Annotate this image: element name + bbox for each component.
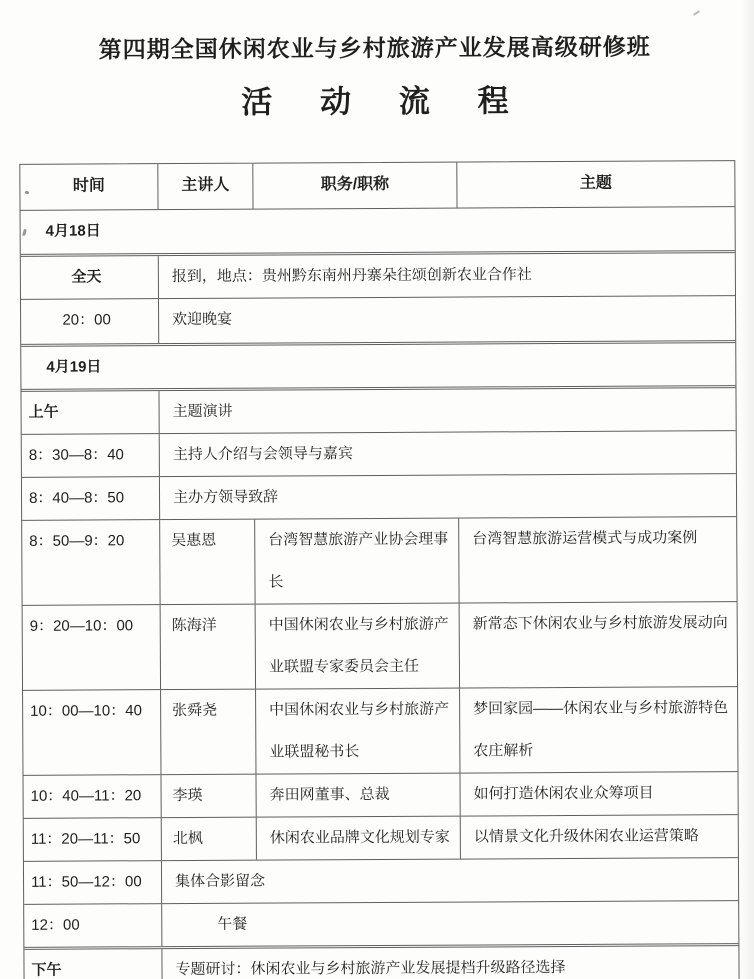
time-cell: 8：50—9：20 [29, 532, 125, 550]
table-header-row [20, 161, 734, 210]
page-title: 第四期全国休闲农业与乡村旅游产业发展高级研修班 [98, 33, 651, 63]
position-cell: 休闲农业品牌文化规划专家 [256, 817, 460, 860]
schedule-row [21, 295, 735, 344]
position-cell: 中国休闲农业与乡村旅游产业联盟专家委员会主任 [255, 604, 459, 689]
header-position: 职务/职称 [252, 163, 456, 209]
schedule-row [23, 771, 737, 818]
position-cell: 中国休闲农业与乡村旅游产业联盟秘书长 [255, 689, 459, 774]
topic-cell: 台湾智慧旅游运营模式与成功案例 [458, 517, 736, 602]
date-label: 4月19日 [46, 358, 102, 376]
time-cell: 10：40—11：20 [30, 787, 142, 805]
scan-edge-shadow [740, 0, 754, 979]
time-cell: 12：00 [31, 916, 80, 934]
time-cell: 下午 [31, 961, 62, 979]
activity-cell: 欢迎晚宴 [158, 296, 735, 343]
activity-cell: 集体合影留念 [161, 858, 738, 903]
time-cell: 8：40—8：50 [28, 489, 125, 507]
table-body [21, 206, 739, 979]
schedule-row [21, 385, 735, 434]
activity-cell: 专题研讨：休闲农业与乡村旅游产业发展提档升级路径选择 [161, 946, 738, 979]
time-cell: 11：20—11：50 [30, 830, 141, 848]
position-cell: 台湾智慧旅游产业协会理事长 [254, 519, 458, 604]
topic-cell: 新常态下休闲农业与乡村旅游发展动向 [459, 602, 737, 687]
time-cell: 20：00 [62, 311, 111, 329]
activity-cell: 主办方领导致辞 [159, 474, 736, 519]
schedule-row [22, 516, 736, 605]
topic-cell: 如何打造休闲农业众筹项目 [459, 772, 737, 815]
speaker-cell: 李瑛 [160, 775, 255, 817]
schedule-row [23, 601, 737, 690]
schedule-table [19, 160, 739, 979]
time-cell: 8：30—8：40 [28, 446, 124, 464]
page-subtitle: 活 动 流 程 [241, 83, 529, 120]
schedule-row [24, 943, 738, 979]
schedule-row [21, 250, 735, 299]
header-topic: 主题 [456, 161, 734, 207]
date-section-row [21, 206, 735, 254]
time-cell: 10：00—10：40 [30, 702, 142, 720]
topic-cell: 梦回家园——休闲农业与乡村旅游特色农庄解析 [459, 687, 737, 772]
speaker-cell: 张舜尧 [160, 690, 255, 774]
speaker-cell: 陈海洋 [160, 605, 255, 689]
time-cell: 上午 [28, 403, 59, 421]
speaker-cell: 吴惠恩 [159, 520, 254, 604]
time-cell: 9：20—10：00 [29, 617, 134, 635]
topic-cell: 以情景文化升级休闲农业运营策略 [460, 815, 738, 858]
schedule-row [24, 857, 738, 904]
schedule-row [22, 473, 736, 520]
activity-cell: 主持人介绍与会领导与嘉宾 [159, 431, 736, 476]
time-cell: 11：50—12：00 [31, 873, 142, 891]
date-section-row [21, 340, 735, 389]
position-cell: 奔田网董事、总裁 [255, 774, 459, 817]
activity-cell: 主题演讲 [158, 388, 735, 433]
schedule-row [22, 430, 736, 477]
speaker-cell: 北枫 [161, 818, 256, 860]
activity-cell: 报到，地点：贵州黔东南州丹寨朵往颂创新农业合作社 [158, 253, 735, 298]
schedule-row [23, 686, 737, 775]
activity-cell: 午餐 [161, 901, 738, 946]
schedule-row [24, 814, 738, 861]
time-cell: 全天 [71, 268, 102, 286]
header-speaker: 主讲人 [157, 164, 252, 209]
header-time: 时间 [72, 177, 105, 195]
schedule-row [24, 900, 738, 947]
date-label: 4月18日 [45, 222, 101, 240]
